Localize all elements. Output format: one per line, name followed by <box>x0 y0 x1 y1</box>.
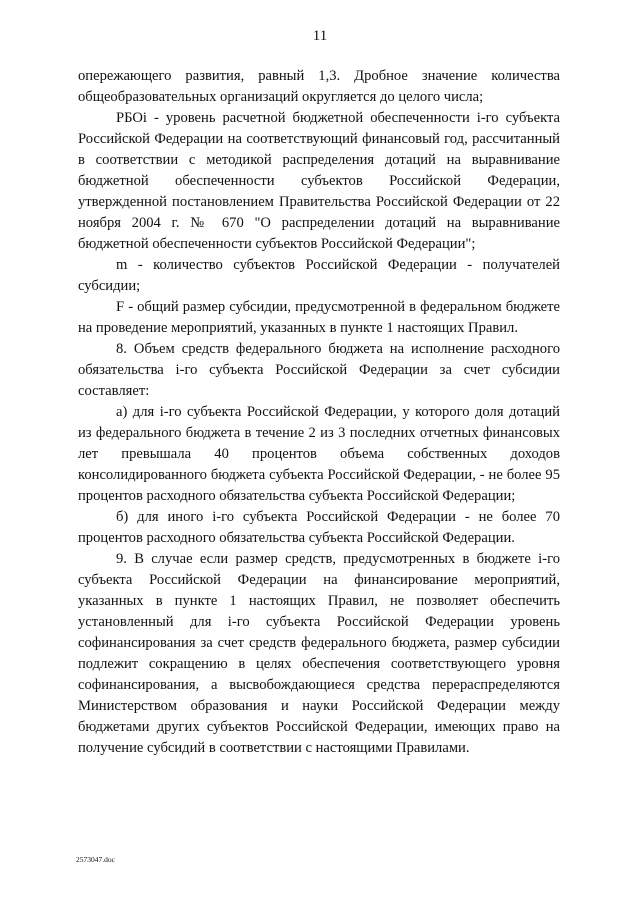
page-number: 11 <box>312 28 328 44</box>
paragraph: 9. В случае если размер средств, предусмотренных в бюджете i-го субъекта Российской Федерации на финансирование мероприятий, указанных в пункте 1 настоящих Правил, не позволяет обеспечить установленный для i-го субъекта Российской Федерации уровень софинансирования за счет средств федерального бюджета, размер субсидии подлежит сокращению в целях обеспечения соответствующего уровня софинансирования, а высвобождающиеся средства перераспределяются Министерством образования и науки Российской Федерации между бюджетами других субъектов Российской Федерации, имеющих право на получение субсидий в соответствии с настоящими Правилами. <box>78 551 560 756</box>
document-file-name: 2573047.doc <box>76 855 115 864</box>
paragraph: РБОi - уровень расчетной бюджетной обеспеченности i-го субъекта Российской Федерации на соответствующий финансовый год, рассчитанный в соответствии с методикой распределения дотаций на выравнивание бюджетной обеспеченности субъектов Российской Федерации, утвержденной постановлением Правительства Российской Федерации от 22 ноября 2004 г. № 670 "О распределении дотаций на выравнивание бюджетной обеспеченности субъектов Российской Федерации"; <box>78 110 560 252</box>
paragraph: а) для i-го субъекта Российской Федерации, у которого доля дотаций из федерального бюджета в течение 2 из 3 последних отчетных финансовых лет превышала 40 процентов объема собственных доходов консолидированного бюджета субъекта Российской Федерации, - не более 95 процентов расходного обязательства субъекта Российской Федерации; <box>78 404 560 504</box>
paragraph: опережающего развития, равный 1,3. Дробное значение количества общеобразовательных организаций округляется до целого числа; <box>78 68 560 105</box>
paragraph: б) для иного i-го субъекта Российской Федерации - не более 70 процентов расходного обязательства субъекта Российской Федерации. <box>78 509 560 546</box>
document-body <box>78 66 560 759</box>
paragraph: F - общий размер субсидии, предусмотренной в федеральном бюджете на проведение мероприятий, указанных в пункте 1 настоящих Правил. <box>78 299 560 336</box>
paragraph: 8. Объем средств федерального бюджета на исполнение расходного обязательства i-го субъекта Российской Федерации за счет субсидии составляет: <box>78 341 560 399</box>
paragraph: m - количество субъектов Российской Федерации - получателей субсидии; <box>78 257 560 294</box>
